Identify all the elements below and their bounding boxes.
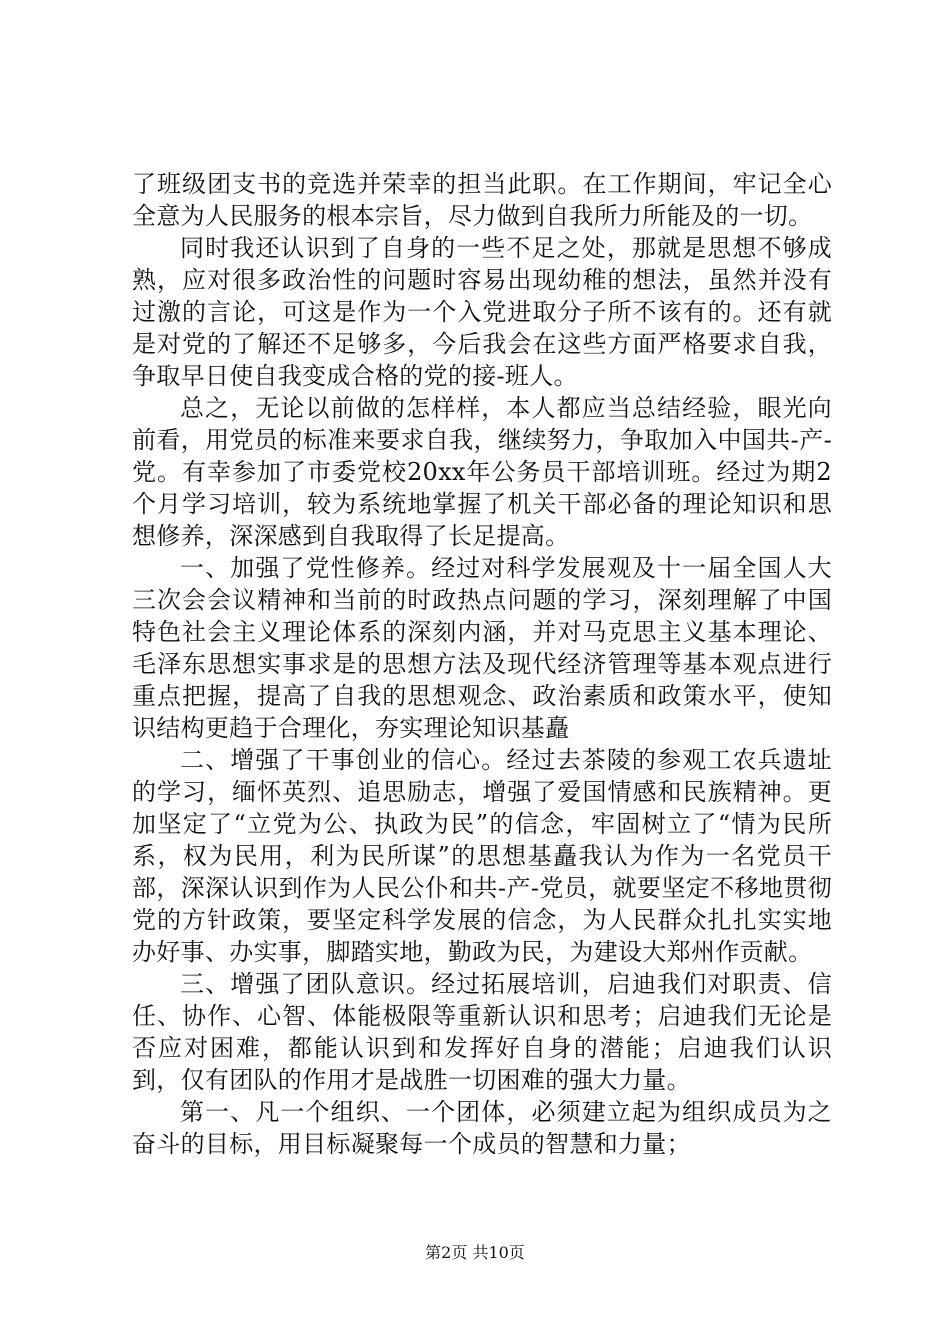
paragraph-4: 一、加强了党性修养。经过对科学发展观及十一届全国人大三次会会议精神和当前的时政热点问题的学习，深刻理解了中国特色社会主义理论体系的深刻内涵，并对马克思主义基本理论、毛泽东思想实事求是的思想方法及现代经济管理等基本观点进行重点把握，提高了自我的思想观念、政治素质和政策水平，使知识结构更趋于合理化，夯实理论知识基矗 bbox=[132, 554, 832, 742]
paragraph-6: 三、增强了团队意识。经过拓展培训，启迪我们对职责、信任、协作、心智、体能极限等重新认识和思考；启迪我们无论是否应对困难，都能认识到和发挥好自身的潜能；启迪我们认识到，仅有团队的作用才是战胜一切困难的强大力量。 bbox=[132, 970, 832, 1094]
document-body bbox=[132, 168, 832, 1160]
paragraph-7: 第一、凡一个组织、一个团体，必须建立起为组织成员为之奋斗的目标，用目标凝聚每一个成员的智慧和力量； bbox=[132, 1098, 832, 1158]
paragraph-3: 总之，无论以前做的怎样样，本人都应当总结经验，眼光向前看，用党员的标准来要求自我，继续努力，争取加入中国共-产-党。有幸参加了市委党校20xx年公务员干部培训班。经过为期2个月学习培训，较为系统地掌握了机关干部必备的理论知识和思想修养，深深感到自我取得了长足提高。 bbox=[132, 394, 832, 550]
page-number-footer: 第2页 共10页 bbox=[425, 1243, 525, 1262]
paragraph-5: 二、增强了干事创业的信心。经过去茶陵的参观工农兵遗址的学习，缅怀英烈、追思励志，增强了爱国情感和民族精神。更加坚定了“立党为公、执政为民”的信念，牢固树立了“情为民所系，权为民用，利为民所谋”的思想基矗我认为作为一名党员干部，深深认识到作为人民公仆和共-产-党员，就要坚定不移地贯彻党的方针政策，要坚定科学发展的信念，为人民群众扎扎实实地办好事、办实事，脚踏实地，勤政为民，为建设大郑州作贡献。 bbox=[132, 746, 832, 966]
paragraph-2: 同时我还认识到了自身的一些不足之处，那就是思想不够成熟，应对很多政治性的问题时容易出现幼稚的想法，虽然并没有过激的言论，可这是作为一个入党进取分子所不该有的。还有就是对党的了解还不足够多，今后我会在这些方面严格要求自我，争取早日使自我变成合格的党的接-班人。 bbox=[132, 234, 832, 390]
paragraph-1: 了班级团支书的竞选并荣幸的担当此职。在工作期间，牢记全心全意为人民服务的根本宗旨，尽力做到自我所力所能及的一切。 bbox=[132, 170, 832, 230]
